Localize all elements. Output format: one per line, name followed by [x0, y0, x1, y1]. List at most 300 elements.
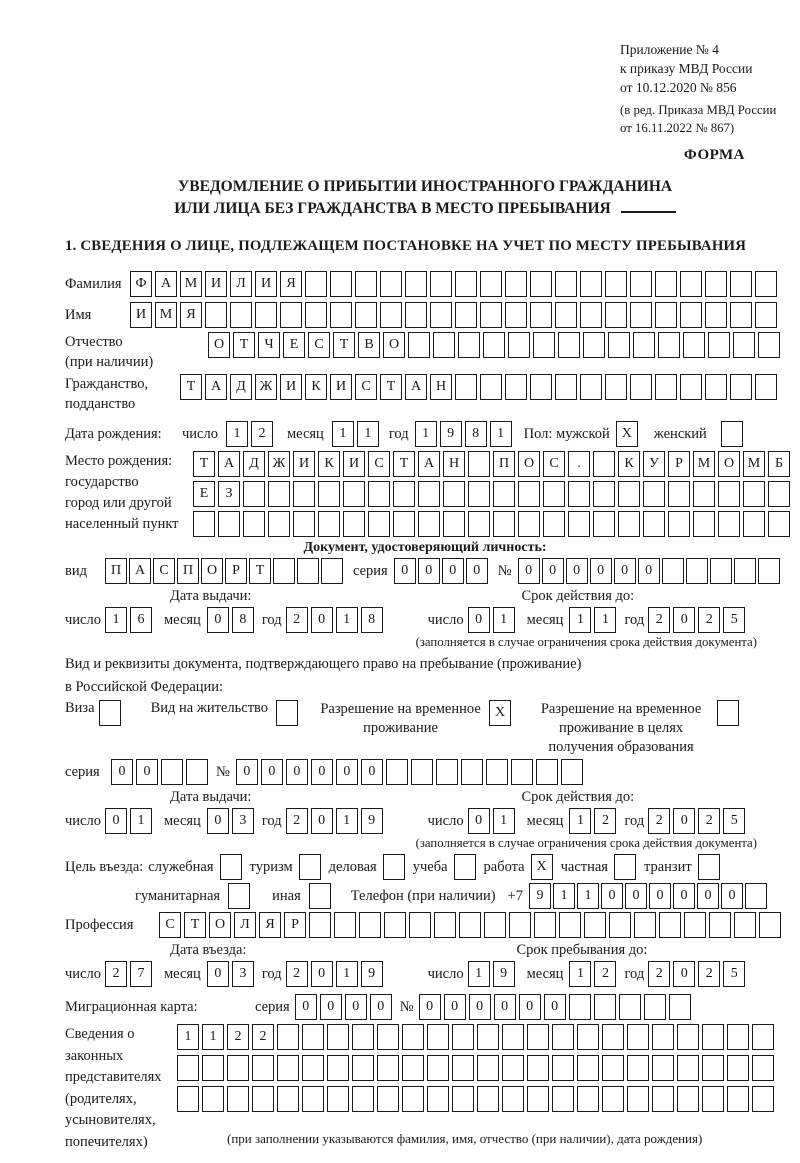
char-cell[interactable]: [593, 481, 615, 507]
char-cell[interactable]: 0: [519, 994, 541, 1020]
char-cell[interactable]: С: [153, 558, 175, 584]
char-cell[interactable]: [710, 558, 732, 584]
char-cell[interactable]: [658, 332, 680, 358]
char-cell[interactable]: [443, 481, 465, 507]
char-cell[interactable]: 2: [105, 961, 127, 987]
char-cell[interactable]: [408, 332, 430, 358]
char-cell[interactable]: [627, 1055, 649, 1081]
char-cell[interactable]: 0: [111, 759, 133, 785]
char-cell[interactable]: [730, 374, 752, 400]
profession-input[interactable]: [159, 912, 781, 938]
char-cell[interactable]: [355, 302, 377, 328]
char-cell[interactable]: .: [568, 451, 590, 477]
char-cell[interactable]: [686, 558, 708, 584]
char-cell[interactable]: 0: [286, 759, 308, 785]
char-cell[interactable]: [680, 302, 702, 328]
birth-place-input-row2[interactable]: [193, 481, 790, 507]
purpose-business-checkbox[interactable]: [383, 854, 405, 880]
char-cell[interactable]: Е: [193, 481, 215, 507]
char-cell[interactable]: 1: [490, 421, 512, 447]
char-cell[interactable]: [452, 1024, 474, 1050]
char-cell[interactable]: [255, 302, 277, 328]
char-cell[interactable]: [768, 481, 790, 507]
char-cell[interactable]: [377, 1055, 399, 1081]
char-cell[interactable]: [411, 759, 433, 785]
entry-year-input[interactable]: [286, 961, 383, 987]
char-cell[interactable]: 0: [345, 994, 367, 1020]
char-cell[interactable]: 0: [468, 607, 490, 633]
birth-year-input[interactable]: [415, 421, 512, 447]
char-cell[interactable]: А: [155, 271, 177, 297]
char-cell[interactable]: [743, 481, 765, 507]
char-cell[interactable]: [558, 332, 580, 358]
char-cell[interactable]: О: [518, 451, 540, 477]
char-cell[interactable]: [280, 302, 302, 328]
char-cell[interactable]: [427, 1086, 449, 1112]
char-cell[interactable]: [202, 1055, 224, 1081]
stay-month-input[interactable]: [569, 961, 616, 987]
char-cell[interactable]: 8: [465, 421, 487, 447]
char-cell[interactable]: А: [218, 451, 240, 477]
birth-day-input[interactable]: [226, 421, 273, 447]
char-cell[interactable]: [668, 481, 690, 507]
char-cell[interactable]: [568, 511, 590, 537]
char-cell[interactable]: [602, 1055, 624, 1081]
char-cell[interactable]: [230, 302, 252, 328]
char-cell[interactable]: [727, 1024, 749, 1050]
char-cell[interactable]: 9: [440, 421, 462, 447]
char-cell[interactable]: [543, 511, 565, 537]
char-cell[interactable]: 2: [594, 961, 616, 987]
char-cell[interactable]: [577, 1024, 599, 1050]
char-cell[interactable]: [202, 1086, 224, 1112]
char-cell[interactable]: Л: [234, 912, 256, 938]
char-cell[interactable]: 1: [553, 883, 575, 909]
char-cell[interactable]: [502, 1055, 524, 1081]
char-cell[interactable]: [662, 558, 684, 584]
char-cell[interactable]: [321, 558, 343, 584]
char-cell[interactable]: [709, 912, 731, 938]
char-cell[interactable]: 0: [518, 558, 540, 584]
char-cell[interactable]: [684, 912, 706, 938]
char-cell[interactable]: [583, 332, 605, 358]
migration-card-number-input[interactable]: [419, 994, 691, 1020]
char-cell[interactable]: Т: [393, 451, 415, 477]
char-cell[interactable]: [718, 511, 740, 537]
char-cell[interactable]: [276, 700, 298, 726]
char-cell[interactable]: [577, 1086, 599, 1112]
char-cell[interactable]: [493, 481, 515, 507]
char-cell[interactable]: П: [105, 558, 127, 584]
purpose-official-checkbox[interactable]: [220, 854, 242, 880]
char-cell[interactable]: [527, 1024, 549, 1050]
char-cell[interactable]: 1: [594, 607, 616, 633]
char-cell[interactable]: [343, 511, 365, 537]
char-cell[interactable]: Ф: [130, 271, 152, 297]
char-cell[interactable]: П: [493, 451, 515, 477]
char-cell[interactable]: [343, 481, 365, 507]
char-cell[interactable]: [518, 481, 540, 507]
purpose-humanitarian-checkbox[interactable]: [228, 883, 250, 909]
char-cell[interactable]: 0: [207, 961, 229, 987]
char-cell[interactable]: [418, 481, 440, 507]
char-cell[interactable]: 0: [418, 558, 440, 584]
char-cell[interactable]: 0: [370, 994, 392, 1020]
char-cell[interactable]: [252, 1086, 274, 1112]
char-cell[interactable]: [508, 332, 530, 358]
char-cell[interactable]: 9: [361, 961, 383, 987]
id-issue-day-input[interactable]: [105, 607, 152, 633]
char-cell[interactable]: [580, 302, 602, 328]
char-cell[interactable]: [698, 854, 720, 880]
char-cell[interactable]: [452, 1086, 474, 1112]
char-cell[interactable]: [530, 302, 552, 328]
char-cell[interactable]: 5: [723, 808, 745, 834]
char-cell[interactable]: 0: [207, 808, 229, 834]
char-cell[interactable]: 0: [673, 961, 695, 987]
char-cell[interactable]: А: [418, 451, 440, 477]
char-cell[interactable]: Р: [668, 451, 690, 477]
char-cell[interactable]: [652, 1024, 674, 1050]
char-cell[interactable]: [352, 1086, 374, 1112]
char-cell[interactable]: [458, 332, 480, 358]
char-cell[interactable]: 1: [202, 1024, 224, 1050]
char-cell[interactable]: [302, 1024, 324, 1050]
char-cell[interactable]: [683, 332, 705, 358]
char-cell[interactable]: [758, 558, 780, 584]
residence-permit-checkbox[interactable]: [276, 700, 298, 726]
char-cell[interactable]: [705, 271, 727, 297]
char-cell[interactable]: У: [643, 451, 665, 477]
sex-male-checkbox[interactable]: [616, 421, 638, 447]
char-cell[interactable]: И: [280, 374, 302, 400]
char-cell[interactable]: К: [305, 374, 327, 400]
char-cell[interactable]: [383, 854, 405, 880]
char-cell[interactable]: [577, 1055, 599, 1081]
purpose-other-checkbox[interactable]: [309, 883, 331, 909]
char-cell[interactable]: [327, 1024, 349, 1050]
char-cell[interactable]: 7: [130, 961, 152, 987]
char-cell[interactable]: [718, 481, 740, 507]
citizenship-input[interactable]: [180, 374, 777, 400]
char-cell[interactable]: [505, 374, 527, 400]
char-cell[interactable]: 1: [357, 421, 379, 447]
char-cell[interactable]: [330, 302, 352, 328]
char-cell[interactable]: [605, 302, 627, 328]
char-cell[interactable]: 8: [232, 607, 254, 633]
char-cell[interactable]: 0: [261, 759, 283, 785]
char-cell[interactable]: 0: [697, 883, 719, 909]
char-cell[interactable]: [605, 374, 627, 400]
char-cell[interactable]: [527, 1055, 549, 1081]
patronymic-input[interactable]: [208, 332, 780, 358]
char-cell[interactable]: Д: [243, 451, 265, 477]
char-cell[interactable]: [386, 759, 408, 785]
char-cell[interactable]: 3: [232, 961, 254, 987]
char-cell[interactable]: Т: [193, 451, 215, 477]
temp-residence-checkbox[interactable]: [489, 700, 511, 726]
char-cell[interactable]: 0: [311, 808, 333, 834]
char-cell[interactable]: [486, 759, 508, 785]
char-cell[interactable]: 0: [542, 558, 564, 584]
char-cell[interactable]: [502, 1086, 524, 1112]
char-cell[interactable]: [677, 1086, 699, 1112]
char-cell[interactable]: И: [343, 451, 365, 477]
char-cell[interactable]: [643, 481, 665, 507]
char-cell[interactable]: [302, 1055, 324, 1081]
char-cell[interactable]: [368, 511, 390, 537]
char-cell[interactable]: [594, 994, 616, 1020]
char-cell[interactable]: Т: [333, 332, 355, 358]
char-cell[interactable]: [480, 302, 502, 328]
char-cell[interactable]: [652, 1086, 674, 1112]
char-cell[interactable]: [405, 302, 427, 328]
char-cell[interactable]: [552, 1086, 574, 1112]
char-cell[interactable]: 9: [493, 961, 515, 987]
char-cell[interactable]: [755, 374, 777, 400]
char-cell[interactable]: 0: [494, 994, 516, 1020]
stay-year-input[interactable]: [648, 961, 745, 987]
char-cell[interactable]: 1: [336, 607, 358, 633]
char-cell[interactable]: [427, 1055, 449, 1081]
char-cell[interactable]: [727, 1055, 749, 1081]
char-cell[interactable]: [480, 374, 502, 400]
char-cell[interactable]: [305, 271, 327, 297]
char-cell[interactable]: [99, 700, 121, 726]
char-cell[interactable]: 2: [286, 607, 308, 633]
char-cell[interactable]: [305, 302, 327, 328]
char-cell[interactable]: [177, 1055, 199, 1081]
char-cell[interactable]: [705, 374, 727, 400]
char-cell[interactable]: [377, 1024, 399, 1050]
char-cell[interactable]: [527, 1086, 549, 1112]
char-cell[interactable]: 0: [566, 558, 588, 584]
char-cell[interactable]: 2: [698, 607, 720, 633]
char-cell[interactable]: [299, 854, 321, 880]
guardians-input-row3[interactable]: [177, 1086, 774, 1112]
char-cell[interactable]: [483, 332, 505, 358]
char-cell[interactable]: [477, 1055, 499, 1081]
sex-female-checkbox[interactable]: [721, 421, 743, 447]
char-cell[interactable]: 6: [130, 607, 152, 633]
char-cell[interactable]: [368, 481, 390, 507]
char-cell[interactable]: 2: [286, 808, 308, 834]
char-cell[interactable]: [427, 1024, 449, 1050]
char-cell[interactable]: [430, 302, 452, 328]
char-cell[interactable]: [277, 1086, 299, 1112]
char-cell[interactable]: [402, 1055, 424, 1081]
char-cell[interactable]: [452, 1055, 474, 1081]
char-cell[interactable]: 1: [177, 1024, 199, 1050]
id-issue-year-input[interactable]: [286, 607, 383, 633]
char-cell[interactable]: 2: [251, 421, 273, 447]
char-cell[interactable]: [752, 1024, 774, 1050]
char-cell[interactable]: 0: [394, 558, 416, 584]
char-cell[interactable]: 1: [332, 421, 354, 447]
char-cell[interactable]: [355, 271, 377, 297]
char-cell[interactable]: 0: [105, 808, 127, 834]
char-cell[interactable]: [668, 511, 690, 537]
char-cell[interactable]: 2: [594, 808, 616, 834]
char-cell[interactable]: С: [543, 451, 565, 477]
char-cell[interactable]: 9: [529, 883, 551, 909]
char-cell[interactable]: [630, 374, 652, 400]
char-cell[interactable]: [443, 511, 465, 537]
char-cell[interactable]: 2: [252, 1024, 274, 1050]
char-cell[interactable]: [618, 481, 640, 507]
char-cell[interactable]: 1: [105, 607, 127, 633]
char-cell[interactable]: [602, 1086, 624, 1112]
char-cell[interactable]: 1: [226, 421, 248, 447]
char-cell[interactable]: [218, 511, 240, 537]
char-cell[interactable]: 1: [577, 883, 599, 909]
char-cell[interactable]: Л: [230, 271, 252, 297]
given-name-input[interactable]: [130, 302, 777, 328]
char-cell[interactable]: И: [330, 374, 352, 400]
char-cell[interactable]: [228, 883, 250, 909]
res-expiry-day-input[interactable]: [468, 808, 515, 834]
char-cell[interactable]: 2: [286, 961, 308, 987]
char-cell[interactable]: [177, 1086, 199, 1112]
char-cell[interactable]: [530, 271, 552, 297]
char-cell[interactable]: [252, 1055, 274, 1081]
char-cell[interactable]: С: [355, 374, 377, 400]
char-cell[interactable]: [643, 511, 665, 537]
char-cell[interactable]: [552, 1055, 574, 1081]
char-cell[interactable]: 3: [232, 808, 254, 834]
char-cell[interactable]: [609, 912, 631, 938]
char-cell[interactable]: 0: [590, 558, 612, 584]
char-cell[interactable]: К: [618, 451, 640, 477]
entry-day-input[interactable]: [105, 961, 152, 987]
doc-type-input[interactable]: [105, 558, 343, 584]
char-cell[interactable]: В: [358, 332, 380, 358]
char-cell[interactable]: [743, 511, 765, 537]
char-cell[interactable]: [634, 912, 656, 938]
char-cell[interactable]: [268, 511, 290, 537]
char-cell[interactable]: [655, 374, 677, 400]
char-cell[interactable]: [552, 1024, 574, 1050]
id-expiry-year-input[interactable]: [648, 607, 745, 633]
char-cell[interactable]: М: [743, 451, 765, 477]
char-cell[interactable]: [511, 759, 533, 785]
char-cell[interactable]: [752, 1055, 774, 1081]
char-cell[interactable]: [568, 481, 590, 507]
char-cell[interactable]: Я: [259, 912, 281, 938]
char-cell[interactable]: Д: [230, 374, 252, 400]
visa-checkbox[interactable]: [99, 700, 121, 726]
char-cell[interactable]: М: [180, 271, 202, 297]
char-cell[interactable]: [330, 271, 352, 297]
char-cell[interactable]: С: [308, 332, 330, 358]
char-cell[interactable]: О: [201, 558, 223, 584]
char-cell[interactable]: [533, 332, 555, 358]
char-cell[interactable]: Р: [225, 558, 247, 584]
temp-residence-edu-checkbox[interactable]: [717, 700, 739, 726]
char-cell[interactable]: [384, 912, 406, 938]
char-cell[interactable]: 0: [649, 883, 671, 909]
char-cell[interactable]: [730, 302, 752, 328]
char-cell[interactable]: [293, 511, 315, 537]
char-cell[interactable]: [455, 374, 477, 400]
char-cell[interactable]: [433, 332, 455, 358]
char-cell[interactable]: [717, 700, 739, 726]
char-cell[interactable]: [644, 994, 666, 1020]
char-cell[interactable]: [302, 1086, 324, 1112]
char-cell[interactable]: [377, 1086, 399, 1112]
char-cell[interactable]: [619, 994, 641, 1020]
char-cell[interactable]: А: [405, 374, 427, 400]
char-cell[interactable]: [227, 1055, 249, 1081]
char-cell[interactable]: И: [255, 271, 277, 297]
char-cell[interactable]: [608, 332, 630, 358]
char-cell[interactable]: 0: [673, 883, 695, 909]
char-cell[interactable]: 2: [698, 961, 720, 987]
char-cell[interactable]: [227, 1086, 249, 1112]
char-cell[interactable]: [352, 1024, 374, 1050]
char-cell[interactable]: [436, 759, 458, 785]
char-cell[interactable]: 0: [361, 759, 383, 785]
id-doc-number-input[interactable]: [518, 558, 780, 584]
char-cell[interactable]: И: [205, 271, 227, 297]
char-cell[interactable]: [268, 481, 290, 507]
char-cell[interactable]: Т: [233, 332, 255, 358]
char-cell[interactable]: X: [531, 854, 553, 880]
char-cell[interactable]: [318, 511, 340, 537]
birth-place-input-row3[interactable]: [193, 511, 790, 537]
char-cell[interactable]: [702, 1055, 724, 1081]
char-cell[interactable]: 5: [723, 961, 745, 987]
char-cell[interactable]: Е: [283, 332, 305, 358]
char-cell[interactable]: [380, 302, 402, 328]
char-cell[interactable]: М: [155, 302, 177, 328]
char-cell[interactable]: [605, 271, 627, 297]
char-cell[interactable]: [484, 912, 506, 938]
guardians-input-row2[interactable]: [177, 1055, 774, 1081]
char-cell[interactable]: И: [293, 451, 315, 477]
res-issue-day-input[interactable]: [105, 808, 152, 834]
char-cell[interactable]: [705, 302, 727, 328]
char-cell[interactable]: [334, 912, 356, 938]
char-cell[interactable]: М: [693, 451, 715, 477]
char-cell[interactable]: 0: [466, 558, 488, 584]
char-cell[interactable]: 1: [336, 808, 358, 834]
char-cell[interactable]: [220, 854, 242, 880]
char-cell[interactable]: [680, 271, 702, 297]
char-cell[interactable]: [468, 451, 490, 477]
char-cell[interactable]: [584, 912, 606, 938]
char-cell[interactable]: С: [159, 912, 181, 938]
res-issue-year-input[interactable]: [286, 808, 383, 834]
char-cell[interactable]: 0: [721, 883, 743, 909]
char-cell[interactable]: [505, 271, 527, 297]
migration-card-series-input[interactable]: [295, 994, 392, 1020]
char-cell[interactable]: [309, 883, 331, 909]
char-cell[interactable]: [318, 481, 340, 507]
char-cell[interactable]: [734, 558, 756, 584]
res-expiry-year-input[interactable]: [648, 808, 745, 834]
char-cell[interactable]: 0: [311, 607, 333, 633]
char-cell[interactable]: [468, 481, 490, 507]
char-cell[interactable]: [677, 1055, 699, 1081]
char-cell[interactable]: О: [208, 332, 230, 358]
char-cell[interactable]: П: [177, 558, 199, 584]
char-cell[interactable]: Т: [249, 558, 271, 584]
char-cell[interactable]: [752, 1086, 774, 1112]
char-cell[interactable]: 2: [648, 808, 670, 834]
char-cell[interactable]: [327, 1055, 349, 1081]
char-cell[interactable]: 8: [361, 607, 383, 633]
